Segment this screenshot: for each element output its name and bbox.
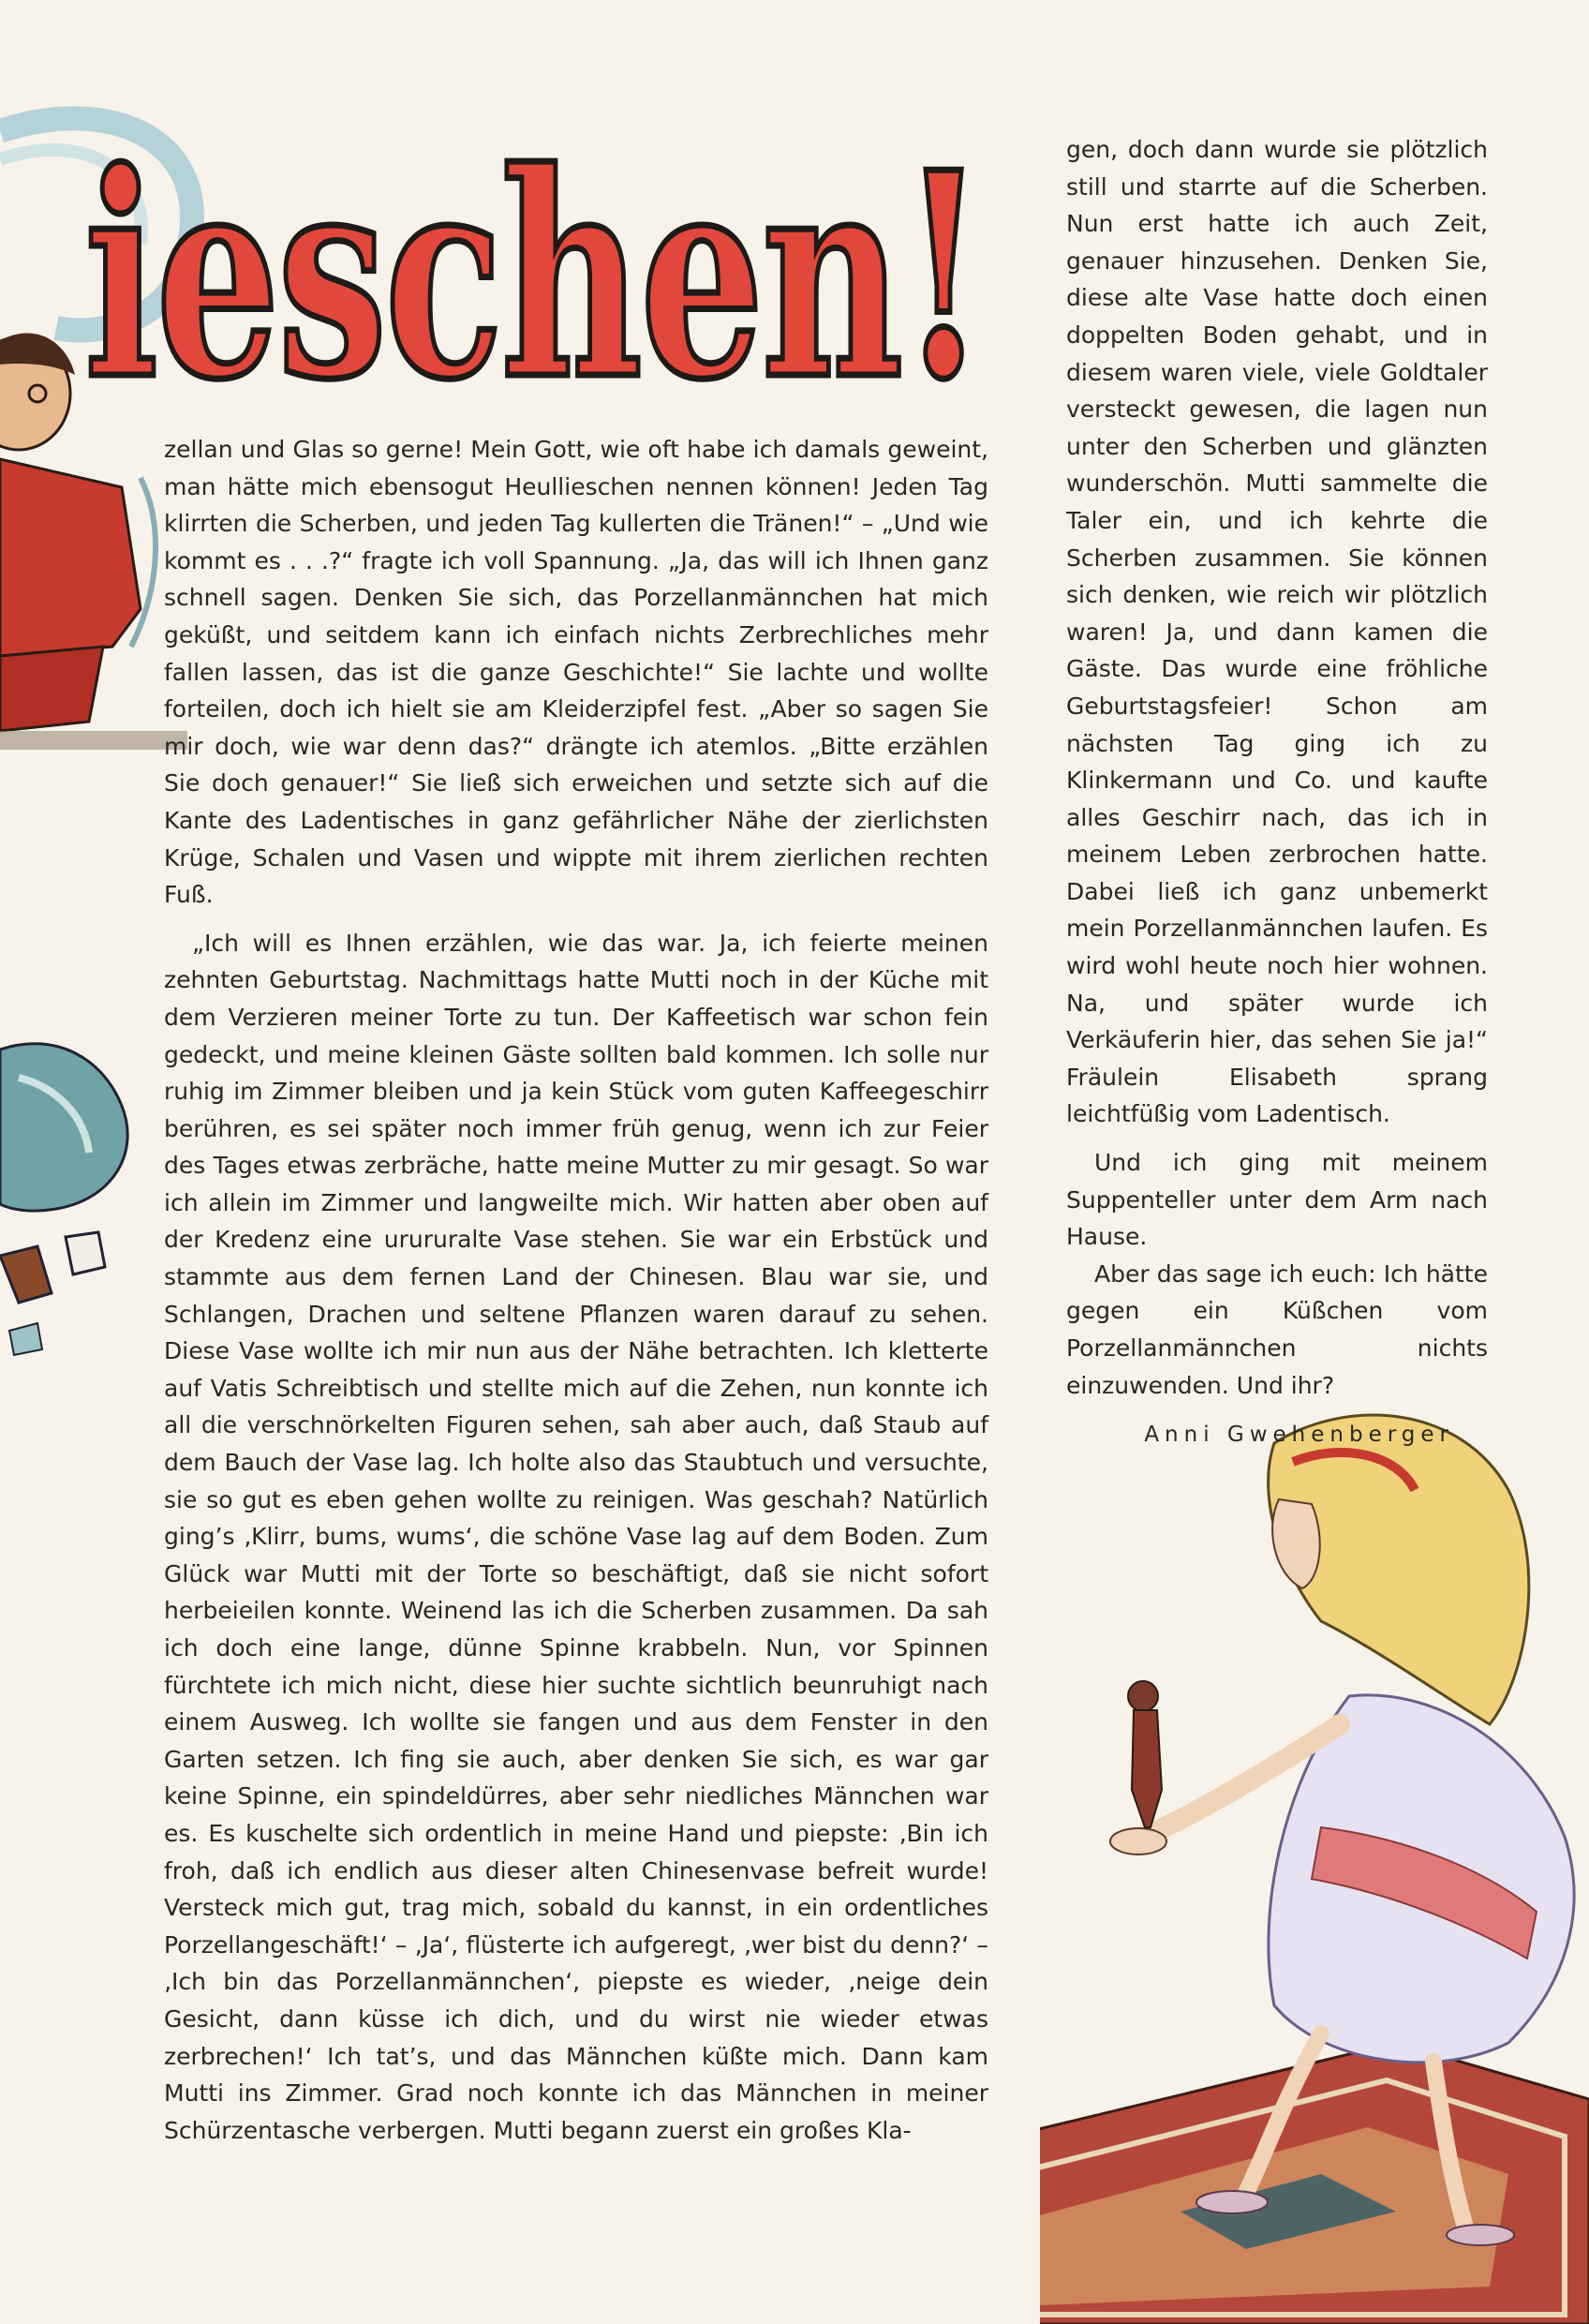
story-column-right (1066, 131, 1488, 1454)
story-paragraph: gen, doch dann wurde sie plötzlich still und starrte auf die Scherben. Nun erst hatte ich auch Zeit, genauer hinzusehen. Denken Sie, diese alte Vase hatte doch einen doppelten Boden gehabt, und in diesem waren viele, viele Goldtaler versteckt gewesen, die lagen nun unter den Scherben und glänzten wunderschön. Mutti sammelte die Taler ein, und ich kehrte die Scherben zusammen. Sie können sich denken, wie reich wir plötzlich waren! Ja, und dann kamen die Gäste. Das wurde eine fröhliche Geburtstagsfeier! Schon am nächsten Tag ging ich zu Klinkermann und Co. und kaufte alles Geschirr nach, das ich in meinem Leben zerbrochen hatte. Dabei ließ ich ganz unbemerkt mein Porzellanmännchen laufen. Es wird wohl heute noch hier wohnen. Na, und später wurde ich Verkäuferin hier, das sehen Sie ja!“ Fräulein Elisabeth sprang leichtfüßig vom Ladentisch. (1066, 136, 1488, 1128)
story-paragraph: Und ich ging mit meinem Suppenteller unter dem Arm nach Hause. (1066, 1149, 1488, 1251)
headline-title: ieschen! (84, 111, 984, 412)
story-paragraph: „Ich will es Ihnen erzählen, wie das war. Ja, ich feierte meinen zehnten Geburtstag. Nachmittags hatte Mutti noch in der Küche mit dem Verzieren meiner Torte zu tun. Der Kaffeetisch war schon fein gedeckt, und meine kleinen Gäste sollten bald kommen. Ich solle nur ruhig im Zimmer bleiben und ja kein Stück vom guten Kaffeegeschirr berühren, es sei später noch immer früh genug, wenn ich zur Feier des Tages etwas zerbräche, hatte meine Mutter zu mir gesagt. So war ich allein im Zimmer und langweilte mich. Wir hatten aber oben auf der Kredenz eine urururalte Vase stehen. Sie war ein Erbstück und stammte aus dem fernen Land der Chinesen. Blau war sie, und Schlangen, Drachen und seltene Pflanzen waren darauf zu sehen. Diese Vase wollte ich mir nun aus der Nähe betrachten. Ich kletterte auf Vatis Schreibtisch und stellte mich auf die Zehen, nun konnte ich all die verschnörkelten Figuren sehen, sah aber auch, daß Staub auf dem Bauch der Vase lag. Ich holte also das Staubtuch und versuchte, sie so gut es eben gehen wollte zu reinigen. Was geschah? Natürlich ging’s ‚Klirr, bums, wums‘, die schöne Vase lag auf dem Boden. Zum Glück war Mutti mit der Torte so beschäftigt, daß sie nicht sofort herbeieilen konnte. Weinend las ich die Scherben zusammen. Da sah ich doch eine lange, dünne Spinne krabbeln. Nun, vor Spinnen fürchtete ich mich nicht, diese hier suchte sichtlich beunruhigt nach einem Ausweg. Ich wollte sie fangen und aus dem Fenster in den Garten setzen. Ich fing sie auch, aber denken Sie sich, es war gar keine Spinne, ein spindeldürres, aber sehr niedliches Männchen war es. Es kuschelte sich ordentlich in meine Hand und piepste: ‚Bin ich froh, daß ich endlich aus dieser alten Chinesenvase befreit wurde! Versteck mich gut, trag mich, sobald du kannst, in ein ordentliches Porzellangeschäft!‘ – ‚Ja‘, flüsterte ich aufgeregt, ‚wer bist du denn?‘ – ‚Ich bin das Porzellanmännchen‘, piepste es wieder, ‚neige dein Gesicht, dann küsse ich dich, und du wirst nie wieder etwas zerbrechen!‘ Ich tat’s, und das Männchen küßte mich. Dann kam Mutti ins Zimmer. Grad noch konnte ich das Männchen in meiner Schürzentasche verbergen. Mutti begann zuerst ein großes Kla- (164, 929, 988, 2144)
boy-in-red-figure (0, 84, 187, 778)
girl-with-porcelain-man (1040, 1387, 1589, 2324)
porcelain-man (1128, 1681, 1158, 1711)
author-name: Anni Gwehenberger (1144, 1423, 1454, 1448)
story-paragraph: Aber das sage ich euch: Ich hätte gegen ein Küßchen vom Porzellanmännchen nichts einzuwenden. Und ihr? (1066, 1259, 1488, 1399)
story-paragraph: zellan und Glas so gerne! Mein Gott, wie oft habe ich damals geweint, man hätte mich ebensogut Heullieschen nennen können! Jeden Tag klirrten die Scherben, und jeden Tag kullerten die Tränen!“ – „Und wie kommt es . . .?“ fragte ich voll Spannung. „Ja, das will ich Ihnen ganz schnell sagen. Denken Sie sich, das Porzellanmännchen hat mich geküßt, und seitdem kann ich einfach nichts Zerbrechliches mehr fallen lassen, das ist die ganze Geschichte!“ Sie lachte und wollte forteilen, doch ich hielt sie am Kleiderzipfel fest. „Aber so sagen Sie mir doch, wie war denn das?“ drängte ich atemlos. „Bitte erzählen Sie doch genauer!“ Sie ließ sich erweichen und setzte sich auf die Kante des Ladentisches in ganz gefährlicher Nähe der zierlichsten Krüge, Schalen und Vasen und wippte mit ihrem zierlichen rechten Fuß. (164, 436, 988, 909)
story-column-left (164, 431, 988, 2149)
